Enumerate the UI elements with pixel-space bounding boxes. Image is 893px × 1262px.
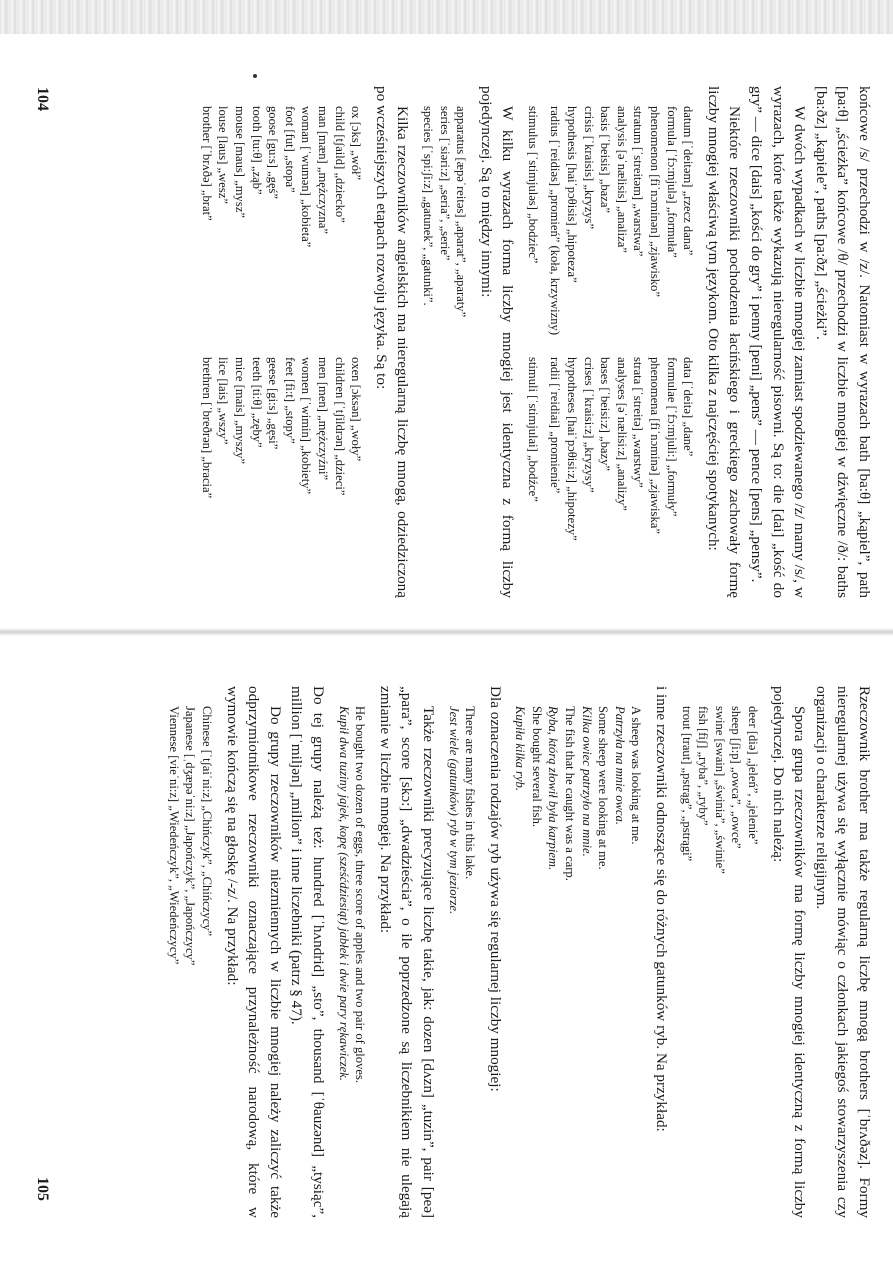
identical-forms-list <box>419 86 469 598</box>
page-104 <box>0 40 893 620</box>
irregular-plurals-table <box>198 86 364 598</box>
table-cell: radius [ˈreidiəs] „promień” (koła, krzywizny) <box>548 106 563 336</box>
table-cell: child [tʃaild] „dziecko” <box>332 106 347 223</box>
table-cell: foot [fut] „stopa” <box>282 106 297 193</box>
stimulus-row <box>524 86 541 598</box>
table-cell: ox [ɔks] „wół” <box>349 106 364 181</box>
table-cell: formula [ˈfɔ:mjulə] „formuła” <box>664 106 679 258</box>
table-cell: formulae [ˈfɔ:mjuli:] „formuły” <box>664 357 679 517</box>
list-item: apparatus [æpəˈreitəs] „aparat”, „aparaty” <box>454 106 469 318</box>
example-pl: Kupiła kilka ryb. <box>513 706 528 791</box>
fish-examples <box>512 686 645 1218</box>
page-104-text <box>0 40 893 620</box>
example-en: The fish that he caught was a carp. <box>563 706 578 881</box>
table-cell: brother [ˈbrʌðə] „brat” <box>199 106 214 221</box>
list-item: trout [traut] „pstrąg”, „pstrągi” <box>679 706 694 862</box>
example-en: She bought several fish. <box>529 706 544 828</box>
table-cell: phenomenon [fiˈnɔminən] „zjawisko” <box>648 106 663 297</box>
paragraph: Niektóre rzeczowniki pochodzenia łacińskiego i greckiego zachowały formę liczby mnogiej właściwą tym językom. Oto kilka z najczęściej spotykanych: <box>704 86 744 598</box>
table-cell: teeth [ti:θ] „zęby” <box>249 357 264 448</box>
table-cell: stimuli [ˈstimjulai] „bodźce” <box>525 357 540 502</box>
list-item: sheep [ʃi:p] „owca”, „owce” <box>729 706 744 849</box>
list-item: Viennese [vieˈni:z] „Wiedeńczyk”, „Wiedeńczycy” <box>166 706 181 965</box>
table-cell: crises [ˈkraisi:z] „kryzysy” <box>581 357 596 493</box>
paragraph: końcowe /s/ przechodzi w /z/. Natomiast w wyrazach bath [ba:θ] „kąpiel”, path [pa:θ] „ścieżka” końcowe /θ/ przechodzi w liczbie mnogiej w dźwięczne /ð/: baths [ba:ðz] „kąpiele”, paths [pa:ðz] „ścieżki”. <box>812 86 873 598</box>
scan-edge-strip <box>0 0 893 34</box>
table-cell: basis [ˈbeisis] „baza” <box>598 106 613 213</box>
list-item: species [ˈspi:ʃi:z] „gatunek”, „gatunki”. <box>420 106 435 306</box>
dozen-examples <box>335 686 368 1218</box>
page-105 <box>0 640 893 1240</box>
table-cell: men [men] „mężczyźni” <box>315 357 330 481</box>
table-cell: mice [mais] „myszy” <box>233 357 247 465</box>
table-cell: analyses [əˈnælisi:z] „analizy” <box>614 357 629 511</box>
table-cell: data [ˈdeitə] „dane” <box>681 357 696 457</box>
example-en: He bought two dozen of eggs, three score of apples and two pair of gloves. <box>353 706 368 1084</box>
example-pl: Patrzyła na mnie owca. <box>612 706 627 825</box>
same-form-list <box>678 686 761 1218</box>
list-item: Chinese [ˈtʃaiˈni:z] „Chińczyk”, „Chińczycy” <box>200 706 214 937</box>
page-gutter <box>0 628 893 636</box>
table-cell: geese [gi:s] „gęsi” <box>266 357 281 450</box>
example-en: A sheep was looking at me. <box>629 706 644 845</box>
latin-greek-plurals-table <box>547 86 696 598</box>
page-105-text <box>0 640 893 1240</box>
paragraph: Do tej grupy należą też: hundred [ˈhʌndrid] „sto”, thousand [ˈθauzənd] „tysiąc”, million [ˈmiljən] „milion” i inne liczebniki (patrz § 47). <box>288 686 327 1218</box>
table-cell: women [ˈwimin] „kobiety” <box>299 357 314 495</box>
page-number-104: 104 <box>34 87 51 111</box>
table-cell: phenomena [fiˈnɔminə] „zjawiska” <box>648 357 663 534</box>
paragraph: W kilku wyrazach forma liczby mnogiej jest identyczna z formą liczby pojedynczej. Są to między innymi: <box>477 86 517 598</box>
example-pl: Kupił dwa tuziny jajek, kopę (sześćdziesiąt) jabłek i dwie pary rękawiczek. <box>336 706 351 1081</box>
paragraph: i inne rzeczowniki odnoszące się do różnych gatunków ryb. Na przykład: <box>653 686 671 1132</box>
nationality-list <box>165 686 215 1218</box>
paragraph: Do grupy rzeczowników niezmiennych w liczbie mnogiej należy zaliczyć także odprzymiotnikowe rzeczowniki oznaczające przynależność narodową, które w wymowie kończą się na głoskę /-z/. Na przykład: <box>223 686 284 1218</box>
example-en: There are many fishes in this lake. <box>463 706 478 880</box>
table-cell: analysis [əˈnælisis] „analiza” <box>614 106 629 253</box>
paragraph: Rzeczownik brother ma także regularną liczbę mnogą brothers [ˈbrʌðəz]. Formy nieregularnej używa się wyłącznie mówiąc o członkach jakiegoś stowarzyszenia czy organizacji o charakterze religijnym. <box>812 686 873 1218</box>
table-cell: strata [ˈstreitə] „warstwy” <box>631 357 646 488</box>
list-item: Japanese [ˌdʒæpəˈni:z] „Japończyk”, „Japończycy” <box>183 706 198 966</box>
table-cell: stimulus [ˈstimjuləs] „bodziec” <box>525 106 540 264</box>
table-cell: hypotheses [haiˈpɔθisi:z] „hipotezy” <box>565 357 580 541</box>
table-cell: oxen [ɔksən] „woły” <box>349 357 364 462</box>
table-cell: radii [ˈreidiai] „promienie” <box>548 357 563 494</box>
table-cell: man [mæn] „mężczyzna” <box>315 106 330 234</box>
table-cell: stratum [ˈstreitəm] „warstwa” <box>631 106 646 257</box>
table-cell: feet [fi:t] „stopy” <box>282 357 297 444</box>
example-pl: Ryba, którą złowił była karpiem. <box>546 706 561 871</box>
example-en: Some sheep were looking at me. <box>596 706 611 870</box>
paragraph: Dla oznaczenia rodzajów ryb używa się regularnej liczby mnogiej: <box>486 686 504 1092</box>
list-item: series [ˈsiəri:z] „seria”, „serie” <box>437 106 452 261</box>
paragraph: W dwóch wypadkach w liczbie mnogiej zamiast spodziewanego /z/ mamy /s/, w wyrazach, które także wykazują nieregularność pisowni. Są to: die [dai] „kość do gry” — dice [dais] „kości do gry” i penny [peni] „pens” — pence [pens] „pensy”. <box>748 86 809 598</box>
list-item: swine [swain] „świnia”, „świnie” <box>712 706 727 874</box>
table-cell: crisis [ˈkraisis] „kryzys” <box>581 106 596 230</box>
paragraph: Spora grupa rzeczowników ma formę liczby mnogiej identyczną z formą liczby pojedynczej. Do nich należą: <box>769 686 809 1218</box>
table-cell: children [ˈtʃildrən] „dzieci” <box>332 357 347 496</box>
table-cell: louse [laus] „wesz” <box>216 106 231 204</box>
fishes-examples <box>445 686 478 1218</box>
list-item: fish [fiʃ] „ryba”, „ryby” <box>696 706 711 826</box>
paragraph: Kilka rzeczowników angielskich ma nieregularną liczbę mnogą, odziedziczoną po wcześniejszych etapach rozwoju języka. Są to: <box>372 86 412 598</box>
example-pl: Kilka owiec patrzyło na mnie. <box>579 706 594 857</box>
table-cell: goose [gu:s] „gęś” <box>266 106 281 200</box>
table-cell: hypothesis [haiˈpɔθisis] „hipoteza” <box>565 106 580 283</box>
table-cell: tooth [tu:θ] „ząb” <box>249 106 264 195</box>
page-number-105: 105 <box>34 1177 51 1201</box>
list-item: deer [diə] „jeleń”, „jelenie” <box>746 706 761 845</box>
table-cell: mouse [maus] „mysz” <box>233 106 247 218</box>
example-pl: Jest wiele (gatunków) ryb w tym jeziorze. <box>446 706 461 915</box>
table-cell: datum [ˈdeitəm] „rzecz dana” <box>681 106 696 256</box>
paragraph: Także rzeczowniki precyzujące liczbę takie, jak: dozen [dʌzn] „tuzin”, pair [peə] „para”, score [skɔ:] „dwadzieścia”, o ile poprzedzone są liczebnikiem nie ulegają zmianie w liczbie mnogiej. Na przykład: <box>376 686 437 1218</box>
table-cell: woman [ˈwumən] „kobieta” <box>299 106 314 248</box>
table-cell: bases [ˈbeisi:z] „bazy” <box>598 357 613 471</box>
table-cell: lice [lais] „wszy” <box>216 357 231 445</box>
table-cell: brethren [ˈbreðrən] „bracia” <box>199 357 214 499</box>
